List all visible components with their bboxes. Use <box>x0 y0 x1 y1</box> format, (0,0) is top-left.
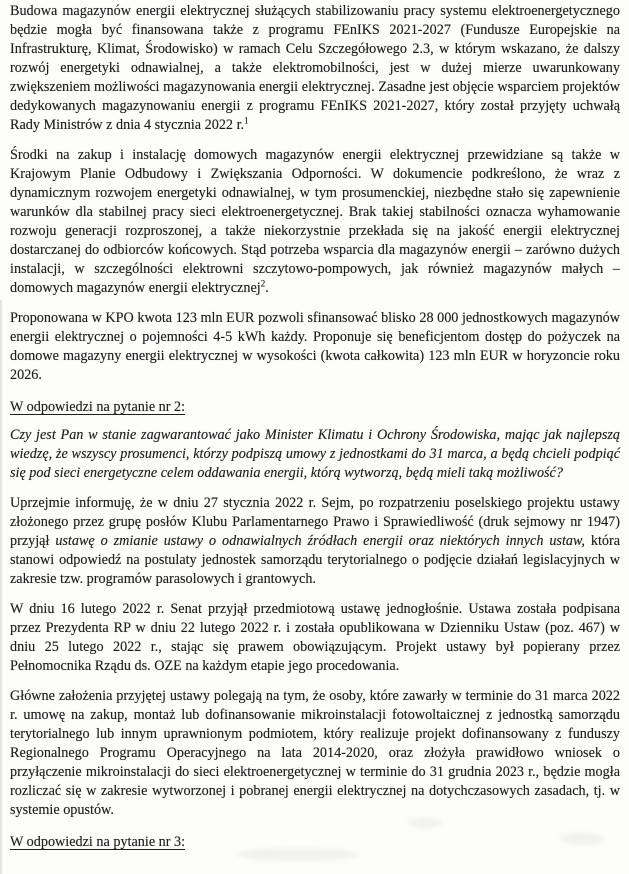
paragraph-kpo-storage-text: Środki na zakup i instalację domowych magazynów energii elektrycznej przewidziane są także w Krajowym Planie Odbudowy i Zwiększania Odporności. W dokumencie podkreślono, że wraz z dynamicznym rozwojem energetyki odnawialnej, w tym prosumenckiej, niezbędne stało się zapewnienie warunków dla stabilnej pracy sieci elektroenergetycznej. Brak takiej stabilności oznacza wyhamowanie rozwoju generacji rozproszonej, a także niekorzystnie przekłada się na jakość energii elektrycznej dostarczanej do odbiorców końcowych. Stąd potrzeba wsparcia dla magazynów energii – zarówno dużych instalacji, w szczególności elektrowni szczytowo-pompowych, jak również magazynów małych – domowych magazynów energii elektrycznej <box>10 147 620 296</box>
heading-answer-question-2-label: W odpowiedzi na pytanie nr 2: <box>10 399 186 415</box>
paragraph-senat-signing: W dniu 16 lutego 2022 r. Senat przyjął przedmiotową ustawę jednogłośnie. Ustawa została podpisana przez Prezydenta RP w dniu 22 lutego 2022 r. i została opublikowana w Dzienniku Ustaw (poz. 467) w dniu 25 lutego 2022 r., stając się prawem obowiązującym. Projekt ustawy był popierany przez Pełnomocnika Rządu ds. OZE na każdym etapie jego procedowania. <box>10 601 620 674</box>
heading-answer-question-3-label: W odpowiedzi na pytanie nr 3: <box>10 834 186 850</box>
scan-edge-artifact <box>0 300 3 874</box>
heading-answer-question-2 <box>10 398 620 417</box>
paragraph-feniks-funding <box>10 2 620 135</box>
paragraph-kpo-amount: Proponowana w KPO kwota 123 mln EUR pozwoli sfinansować blisko 28 000 jednostkowych magazynów energii elektrycznej o pojemności 4-5 kWh każdy. Proponuje się beneficjentom dostęp do pożyczek na domowe magazyny energii elektrycznej w wysokości (kwota całkowita) 123 mln EUR w horyzoncie roku 2026. <box>10 310 620 383</box>
paragraph-sejm-law-act-title: ustawę o zmianie ustawy o odnawialnych źródłach energii oraz niektórych innych ustaw, <box>55 533 585 549</box>
paragraph-sejm-law <box>10 494 620 589</box>
paragraph-kpo-storage <box>10 146 620 298</box>
paragraph-kpo-storage-tail: . <box>265 280 269 296</box>
paragraph-sejm-law-seg1: Uprzejmie informuję, że w dniu 27 stycznia 2022 r. Sejm, po rozpatrzeniu poselskiego projektu ustawy złożonego przez grupę posłów Klubu Parlamentarnego Prawo i Sprawiedliwość (druk sejmowy nr 1947) przyjął <box>10 495 620 549</box>
footnote-ref-1: 1 <box>244 115 249 126</box>
footnote-ref-2: 2 <box>260 278 266 289</box>
heading-answer-question-3 <box>10 833 620 852</box>
paragraph-feniks-funding-text: Budowa magazynów energii elektrycznej służących stabilizowaniu pracy systemu elektroenergetycznego będzie mogła być finansowana także z programu FEnIKS 2021-2027 (Fundusze Europejskie na Infrastrukturę, Klimat, Środowisko) w ramach Celu Szczegółowego 2.3, w którym wskazano, że dalszy rozwój energetyki odnawialnej, a także elektromobilności, jest w dużej mierze uwarunkowany zwiększeniem możliwości magazynowania energii elektrycznej. Zasadne jest objęcie wsparciem projektów dedykowanych magazynowaniu energii z programu FEnIKS 2021-2027, który został przyjęty uchwałą Rady Ministrów z dnia 4 stycznia 2022 r. <box>10 3 620 133</box>
paragraph-question-2-quote: Czy jest Pan w stanie zagwarantować jako Minister Klimatu i Ochrony Środowiska, mając jak najlepszą wiedzę, że wszyscy prosumenci, którzy podpiszą umowy z jednostkami do 31 marca, a będą chcieli podpiąć się pod sieci energetyczne celem oddawania energii, którą wytworzą, będą mieli taką możliwość? <box>10 427 620 481</box>
paragraph-sejm-law-seg3: która stanowi odpowiedź na postulaty jednostek samorządu terytorialnego o podjęcie działań legislacyjnych w zakresie tzw. programów parasolowych i grantowych. <box>10 533 621 587</box>
paragraph-law-provisions: Główne założenia przyjętej ustawy polegają na tym, że osoby, które zawarły w terminie do 31 marca 2022 r. umowę na zakup, montaż lub dofinansowanie mikroinstalacji fotowoltaicznej z jednostką samorządu terytorialnego lub innym uprawnionym podmiotem, który realizuje projekt dofinansowany z funduszy Regionalnego Programu Operacyjnego na lata 2014-2020, oraz złożyła prawidłowo wniosek o przyłączenie mikroinstalacji do sieci elektroenergetycznej w terminie do 31 grudnia 2023 r., będzie mogła rozliczać się w zakresie wytworzonej i pobranej energii elektrycznej na dotychczasowych zasadach, tj. w systemie opustów. <box>10 688 620 818</box>
